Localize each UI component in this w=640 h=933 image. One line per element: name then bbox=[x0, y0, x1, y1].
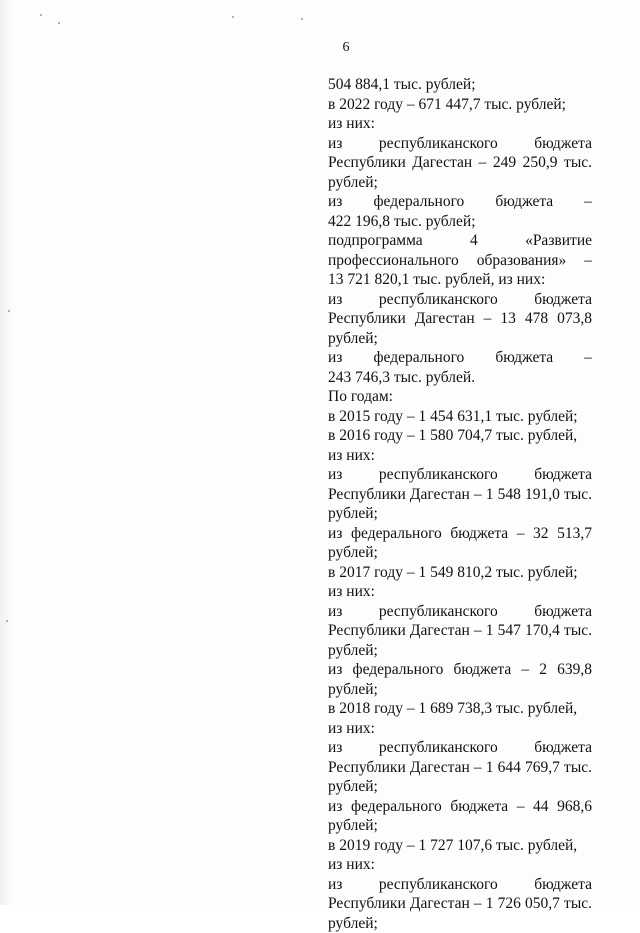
text-line: Республики Дагестан – 1 548 191,0 тыс. bbox=[328, 485, 592, 505]
text-line: из федерального бюджета – 44 968,6 bbox=[328, 797, 592, 817]
text-line: рублей; bbox=[328, 329, 592, 349]
text-line: По годам: bbox=[328, 387, 592, 407]
text-line: из них: bbox=[328, 719, 592, 739]
text-line: подпрограмма 4 «Развитие bbox=[328, 231, 592, 251]
text-line: Республики Дагестан – 13 478 073,8 bbox=[328, 309, 592, 329]
text-line: рублей; bbox=[328, 914, 592, 933]
text-line: профессионального образования» – bbox=[328, 251, 592, 271]
text-line: Республики Дагестан – 249 250,9 тыс. bbox=[328, 153, 592, 173]
text-line: 13 721 820,1 тыс. рублей, из них: bbox=[328, 270, 592, 290]
text-line: 243 746,3 тыс. рублей. bbox=[328, 368, 592, 388]
scan-speck bbox=[301, 18, 303, 20]
scan-speck bbox=[6, 620, 8, 622]
text-line: из республиканского бюджета bbox=[328, 465, 592, 485]
text-line: из федерального бюджета – 32 513,7 bbox=[328, 524, 592, 544]
text-line: из республиканского бюджета bbox=[328, 738, 592, 758]
text-line: из них: bbox=[328, 855, 592, 875]
text-line: в 2022 году – 671 447,7 тыс. рублей; bbox=[328, 95, 592, 115]
text-line: рублей; bbox=[328, 504, 592, 524]
text-line: Республики Дагестан – 1 644 769,7 тыс. bbox=[328, 758, 592, 778]
text-line: рублей; bbox=[328, 816, 592, 836]
text-line: из федерального бюджета – bbox=[328, 348, 592, 368]
text-line: рублей; bbox=[328, 680, 592, 700]
text-line: из них: bbox=[328, 114, 592, 134]
text-line: из республиканского бюджета bbox=[328, 134, 592, 154]
scan-speck bbox=[232, 16, 234, 18]
scan-edge-shadow bbox=[0, 0, 14, 905]
text-line: рублей; bbox=[328, 777, 592, 797]
scan-speck bbox=[40, 14, 42, 16]
text-line: в 2015 году – 1 454 631,1 тыс. рублей; bbox=[328, 407, 592, 427]
text-line: 422 196,8 тыс. рублей; bbox=[328, 212, 592, 232]
text-line: в 2017 году – 1 549 810,2 тыс. рублей; bbox=[328, 563, 592, 583]
text-line: из них: bbox=[328, 582, 592, 602]
text-line: из республиканского бюджета bbox=[328, 602, 592, 622]
scan-speck bbox=[8, 310, 10, 312]
page-number: 6 bbox=[0, 40, 640, 56]
text-line: рублей; bbox=[328, 173, 592, 193]
body-text-column bbox=[328, 75, 592, 933]
text-line: в 2018 году – 1 689 738,3 тыс. рублей, bbox=[328, 699, 592, 719]
text-line: рублей; bbox=[328, 543, 592, 563]
text-line: из них: bbox=[328, 446, 592, 466]
text-line: из республиканского бюджета bbox=[328, 875, 592, 895]
text-line: из федерального бюджета – bbox=[328, 192, 592, 212]
text-line: рублей; bbox=[328, 641, 592, 661]
text-line: из федерального бюджета – 2 639,8 bbox=[328, 660, 592, 680]
text-line: в 2019 году – 1 727 107,6 тыс. рублей, bbox=[328, 836, 592, 856]
text-line: Республики Дагестан – 1 726 050,7 тыс. bbox=[328, 894, 592, 914]
text-line: в 2016 году – 1 580 704,7 тыс. рублей, bbox=[328, 426, 592, 446]
text-line: Республики Дагестан – 1 547 170,4 тыс. bbox=[328, 621, 592, 641]
text-line: из республиканского бюджета bbox=[328, 290, 592, 310]
text-line: 504 884,1 тыс. рублей; bbox=[328, 75, 592, 95]
scan-speck bbox=[58, 22, 60, 24]
